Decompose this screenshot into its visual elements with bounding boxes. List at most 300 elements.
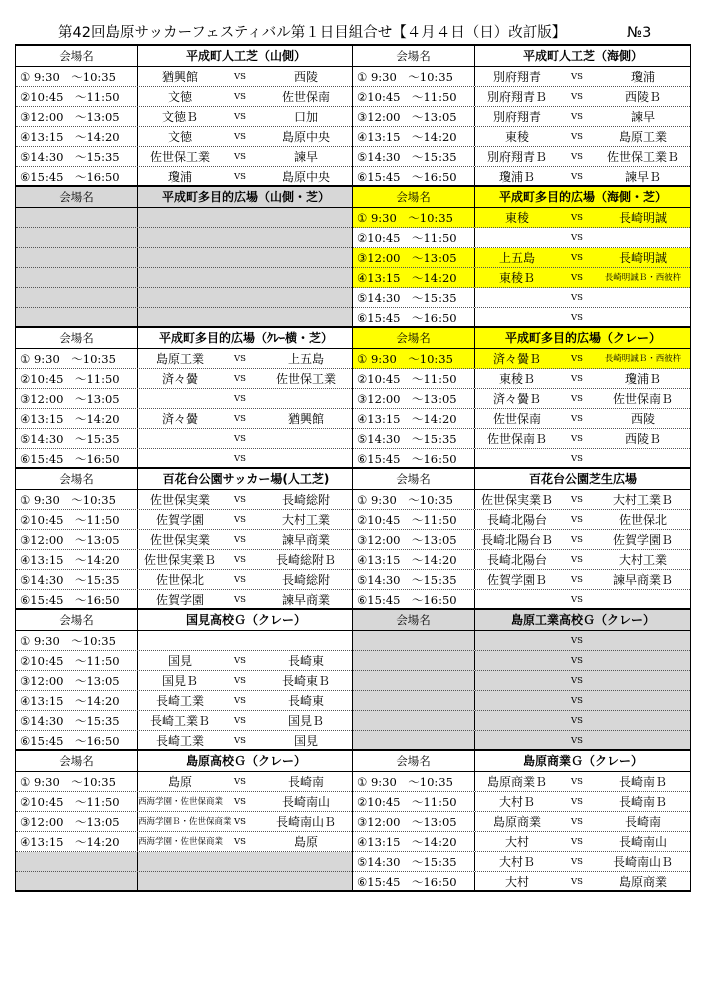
vs-label	[222, 872, 258, 891]
time-slot: ④13:15 ～14:20	[353, 127, 475, 146]
vs-label: VS	[571, 313, 583, 323]
vs-label: VS	[571, 152, 583, 162]
venue-block	[15, 185, 691, 328]
vs-label: VS	[571, 293, 583, 303]
team-away: 西陵Ｂ	[624, 432, 661, 446]
vs-label: VS	[571, 374, 583, 384]
venue-name: 国見高校Ｇ（クレー）	[185, 613, 306, 627]
team-home: 猶興館	[161, 70, 198, 84]
venue-label: 会場名	[16, 46, 138, 66]
match-row	[16, 349, 352, 369]
time-slot: ① 9:30 ～10:35	[16, 349, 138, 368]
team-home: 長崎北陽台Ｂ	[480, 533, 553, 547]
team-home	[475, 671, 559, 690]
venue-label: 会場名	[353, 469, 475, 489]
match-row	[353, 772, 690, 792]
team-away: 島原工業	[618, 130, 667, 144]
team-away: 上五島	[287, 352, 324, 366]
time-slot: ③12:00 ～13:05	[353, 530, 475, 549]
match-row	[16, 772, 352, 792]
time-slot: ① 9:30 ～10:35	[16, 67, 138, 86]
team-home: 佐賀学園	[155, 593, 204, 607]
time-slot	[16, 872, 138, 891]
match-row	[353, 389, 690, 409]
vs-label: VS	[234, 736, 246, 746]
match-row	[353, 449, 690, 469]
time-slot	[16, 208, 138, 227]
match-row	[16, 369, 352, 389]
venue-left	[15, 751, 353, 892]
vs-label: VS	[571, 857, 583, 867]
venue-name: 平成町多目的広場（山側・芝）	[161, 190, 330, 204]
team-home: 東稜	[504, 130, 529, 144]
time-slot: ③12:00 ～13:05	[353, 389, 475, 408]
team-home: 別府翔青Ｂ	[486, 150, 547, 164]
team-home	[475, 631, 559, 650]
vs-label: VS	[234, 837, 246, 847]
match-row	[16, 731, 352, 751]
team-away: 佐世保南	[281, 90, 330, 104]
match-row	[16, 550, 352, 570]
team-away: 長崎南山Ｂ	[275, 815, 336, 829]
vs-label: VS	[571, 515, 583, 525]
venue-label: 会場名	[353, 187, 475, 207]
time-slot: ③12:00 ～13:05	[353, 812, 475, 831]
team-away: 西陵	[293, 70, 318, 84]
team-away: 口加	[293, 110, 318, 124]
team-away: 長崎東	[287, 694, 324, 708]
match-row	[16, 792, 352, 812]
team-home: 瓊浦Ｂ	[498, 170, 535, 184]
time-slot: ⑥15:45 ～16:50	[353, 449, 475, 468]
team-away	[595, 651, 691, 670]
venue-header	[16, 610, 352, 631]
time-slot: ④13:15 ～14:20	[353, 832, 475, 851]
venue-name: 島原工業高校Ｇ（クレー）	[510, 613, 655, 627]
venue-name: 島原商業Ｇ（クレー）	[522, 754, 643, 768]
match-row	[353, 87, 690, 107]
team-home: 佐世保工業	[149, 150, 210, 164]
match-row	[16, 308, 352, 328]
team-away: 長崎南Ｂ	[618, 795, 667, 809]
time-slot: ②10:45 ～11:50	[16, 369, 138, 388]
venue-header	[16, 46, 352, 67]
venue-header	[353, 610, 690, 631]
time-slot	[16, 852, 138, 871]
time-slot: ④13:15 ～14:20	[353, 409, 475, 428]
match-row	[16, 711, 352, 731]
team-home: 島原工業	[155, 352, 204, 366]
time-slot	[353, 671, 475, 690]
time-slot: ① 9:30 ～10:35	[353, 772, 475, 791]
vs-label: VS	[571, 414, 583, 424]
match-row	[16, 429, 352, 449]
time-slot: ⑤14:30 ～15:35	[353, 288, 475, 307]
time-slot: ④13:15 ～14:20	[16, 550, 138, 569]
team-away: 島原中央	[281, 130, 330, 144]
team-away: 諫早	[293, 150, 318, 164]
vs-label	[222, 631, 258, 650]
team-home: 佐世保北	[155, 573, 204, 587]
team-home: 大村	[504, 875, 529, 889]
match-row	[353, 308, 690, 328]
vs-label: VS	[234, 535, 246, 545]
time-slot: ⑤14:30 ～15:35	[16, 147, 138, 166]
venue-name: 平成町人工芝（海側）	[522, 49, 643, 63]
team-home	[475, 228, 559, 247]
team-home: 長崎北陽台	[486, 513, 547, 527]
team-home	[138, 389, 222, 408]
time-slot: ③12:00 ～13:05	[353, 107, 475, 126]
team-away: 諫早商業Ｂ	[612, 573, 673, 587]
team-home	[475, 691, 559, 710]
team-home: 国見	[167, 654, 192, 668]
team-home: 大村	[504, 835, 529, 849]
team-home: 別府翔青Ｂ	[486, 90, 547, 104]
time-slot: ⑥15:45 ～16:50	[16, 449, 138, 468]
match-row	[353, 530, 690, 550]
venue-name: 島原高校Ｇ（クレー）	[185, 754, 306, 768]
match-row	[353, 631, 690, 651]
vs-label: VS	[571, 777, 583, 787]
vs-label: VS	[571, 92, 583, 102]
venue-name: 百花台公園芝生広場	[528, 472, 637, 486]
time-slot: ⑤14:30 ～15:35	[353, 570, 475, 589]
team-home	[475, 711, 559, 730]
vs-label: VS	[234, 656, 246, 666]
vs-label: VS	[571, 354, 583, 364]
match-row	[353, 147, 690, 167]
team-away	[595, 671, 691, 690]
venue-label: 会場名	[16, 187, 138, 207]
team-away: 長崎総附Ｂ	[275, 553, 336, 567]
vs-label: VS	[234, 495, 246, 505]
team-home	[138, 429, 222, 448]
time-slot: ④13:15 ～14:20	[16, 832, 138, 851]
match-row	[353, 268, 690, 288]
team-away	[595, 308, 691, 327]
match-row	[16, 107, 352, 127]
vs-label	[222, 308, 258, 327]
match-row	[353, 167, 690, 187]
team-away: 佐賀学園Ｂ	[612, 533, 673, 547]
venue-label: 会場名	[16, 469, 138, 489]
match-row	[16, 288, 352, 308]
venue-name: 平成町多目的広場（海側・芝）	[498, 190, 667, 204]
team-away	[595, 590, 691, 609]
team-home: 島原商業Ｂ	[486, 775, 547, 789]
venue-block	[15, 608, 691, 751]
vs-label: VS	[234, 374, 246, 384]
team-home: 佐世保実業	[149, 493, 210, 507]
team-away: 諫早商業	[281, 593, 330, 607]
time-slot: ⑤14:30 ～15:35	[353, 429, 475, 448]
team-away: 佐世保南Ｂ	[612, 392, 673, 406]
team-home: 大村Ｂ	[498, 855, 535, 869]
vs-label: VS	[571, 454, 583, 464]
vs-label: VS	[234, 414, 246, 424]
match-row	[16, 228, 352, 248]
match-row	[16, 208, 352, 228]
match-row	[353, 570, 690, 590]
team-home: 佐世保南	[492, 412, 541, 426]
team-home: 佐世保実業Ｂ	[480, 493, 553, 507]
venue-left	[15, 46, 353, 187]
venue-right	[353, 328, 691, 469]
match-row	[353, 228, 690, 248]
time-slot	[16, 248, 138, 267]
venue-label: 会場名	[16, 751, 138, 771]
team-away: 長崎東Ｂ	[281, 674, 330, 688]
team-home	[475, 590, 559, 609]
venue-name: 平成町多目的広場（ｸﾚｰ横・芝）	[158, 331, 333, 345]
match-row	[353, 832, 690, 852]
match-row	[353, 711, 690, 731]
vs-label: VS	[571, 273, 583, 283]
vs-label: VS	[571, 877, 583, 887]
match-row	[16, 530, 352, 550]
venue-label: 会場名	[353, 328, 475, 348]
match-row	[16, 389, 352, 409]
team-home: 瓊浦	[167, 170, 192, 184]
venue-left	[15, 469, 353, 610]
time-slot: ②10:45 ～11:50	[353, 792, 475, 811]
time-slot	[16, 228, 138, 247]
time-slot: ④13:15 ～14:20	[16, 127, 138, 146]
time-slot: ① 9:30 ～10:35	[353, 67, 475, 86]
match-row	[353, 67, 690, 87]
vs-label: VS	[234, 817, 246, 827]
time-slot: ① 9:30 ～10:35	[16, 631, 138, 650]
time-slot: ④13:15 ～14:20	[353, 268, 475, 287]
team-home	[138, 208, 222, 227]
match-row	[16, 449, 352, 469]
match-row	[16, 268, 352, 288]
vs-label	[222, 288, 258, 307]
time-slot: ③12:00 ～13:05	[16, 671, 138, 690]
time-slot: ⑤14:30 ～15:35	[16, 711, 138, 730]
team-away: 長崎南	[624, 815, 661, 829]
time-slot: ②10:45 ～11:50	[353, 369, 475, 388]
team-away: 猶興館	[287, 412, 324, 426]
time-slot: ⑤14:30 ～15:35	[353, 147, 475, 166]
team-home	[475, 449, 559, 468]
team-home: 佐世保南Ｂ	[486, 432, 547, 446]
venue-header	[16, 751, 352, 772]
team-home: 上五島	[498, 251, 535, 265]
venue-header	[16, 469, 352, 490]
team-away: 諫早	[630, 110, 655, 124]
venue-name: 平成町人工芝（山側）	[185, 49, 306, 63]
time-slot	[353, 631, 475, 650]
vs-label: VS	[571, 213, 583, 223]
match-row	[16, 812, 352, 832]
match-row	[16, 872, 352, 892]
match-row	[353, 369, 690, 389]
venue-block	[15, 44, 691, 187]
time-slot: ⑥15:45 ～16:50	[16, 167, 138, 186]
venue-header	[16, 328, 352, 349]
time-slot	[353, 691, 475, 710]
team-away: 諫早商業	[281, 533, 330, 547]
match-row	[16, 852, 352, 872]
match-row	[353, 691, 690, 711]
team-away	[258, 308, 354, 327]
vs-label: VS	[234, 454, 246, 464]
team-away: 長崎南山Ｂ	[612, 855, 673, 869]
team-home	[138, 228, 222, 247]
team-home	[475, 308, 559, 327]
venue-right	[353, 610, 691, 751]
venue-header	[353, 751, 690, 772]
vs-label: VS	[571, 575, 583, 585]
page-number: №3	[627, 25, 652, 41]
match-row	[16, 590, 352, 610]
venue-name: 百花台公園サッカー場(人工芝)	[162, 472, 330, 486]
time-slot: ⑥15:45 ～16:50	[353, 872, 475, 891]
team-away	[595, 631, 691, 650]
match-row	[16, 490, 352, 510]
time-slot: ④13:15 ～14:20	[16, 691, 138, 710]
team-home: 大村Ｂ	[498, 795, 535, 809]
team-home: 済々黌	[161, 412, 198, 426]
time-slot: ① 9:30 ～10:35	[353, 208, 475, 227]
match-row	[16, 832, 352, 852]
match-row	[16, 147, 352, 167]
title-text: 第42回島原サッカーフェスティバル第１日目組合せ【４月４日（日）改訂版】	[58, 25, 567, 41]
venue-right	[353, 187, 691, 328]
team-away	[258, 288, 354, 307]
vs-label: VS	[234, 716, 246, 726]
team-away: 長崎南山	[281, 795, 330, 809]
team-home: 西海学園・佐世保商業	[138, 837, 224, 847]
time-slot: ⑤14:30 ～15:35	[16, 429, 138, 448]
team-away: 長崎総附	[281, 573, 330, 587]
vs-label	[222, 852, 258, 871]
time-slot: ① 9:30 ～10:35	[16, 490, 138, 509]
match-row	[353, 208, 690, 228]
venue-name: 平成町多目的広場（クレー）	[504, 331, 661, 345]
match-row	[353, 409, 690, 429]
time-slot: ②10:45 ～11:50	[16, 510, 138, 529]
team-away: 長崎明誠	[618, 251, 667, 265]
team-away	[258, 429, 354, 448]
vs-label: VS	[234, 676, 246, 686]
vs-label	[222, 268, 258, 287]
vs-label: VS	[571, 495, 583, 505]
team-home: 別府翔青	[492, 110, 541, 124]
vs-label	[222, 248, 258, 267]
vs-label: VS	[571, 535, 583, 545]
document-title	[0, 22, 707, 44]
vs-label: VS	[571, 555, 583, 565]
team-away: 島原	[293, 835, 318, 849]
vs-label: VS	[571, 112, 583, 122]
time-slot	[353, 651, 475, 670]
match-row	[353, 248, 690, 268]
time-slot: ②10:45 ～11:50	[353, 228, 475, 247]
time-slot	[353, 711, 475, 730]
match-row	[353, 812, 690, 832]
venue-block	[15, 467, 691, 610]
match-row	[16, 570, 352, 590]
vs-label: VS	[571, 797, 583, 807]
vs-label: VS	[234, 394, 246, 404]
team-away: 長崎総附	[281, 493, 330, 507]
vs-label: VS	[234, 777, 246, 787]
vs-label: VS	[234, 354, 246, 364]
time-slot: ③12:00 ～13:05	[16, 812, 138, 831]
team-away: 佐世保北	[618, 513, 667, 527]
match-row	[353, 792, 690, 812]
match-row	[16, 167, 352, 187]
team-home: 文徳	[167, 130, 192, 144]
match-row	[353, 288, 690, 308]
team-home: 佐世保実業Ｂ	[143, 553, 216, 567]
team-away	[258, 268, 354, 287]
vs-label: VS	[571, 716, 583, 726]
time-slot	[353, 731, 475, 750]
vs-label: VS	[571, 233, 583, 243]
team-home: 佐世保実業	[149, 533, 210, 547]
team-home: 長崎工業	[155, 694, 204, 708]
match-row	[353, 429, 690, 449]
vs-label: VS	[571, 172, 583, 182]
team-away: 大村工業	[281, 513, 330, 527]
team-home	[475, 651, 559, 670]
venue-header	[16, 187, 352, 208]
team-home: 島原商業	[492, 815, 541, 829]
match-row	[16, 67, 352, 87]
team-away	[258, 208, 354, 227]
team-home: 西海学園・佐世保商業	[138, 797, 224, 807]
venue-label: 会場名	[353, 751, 475, 771]
schedule-table	[15, 44, 691, 890]
vs-label: VS	[571, 132, 583, 142]
vs-label: VS	[571, 676, 583, 686]
match-row	[353, 852, 690, 872]
vs-label	[222, 228, 258, 247]
team-home: 長崎北陽台	[486, 553, 547, 567]
venue-header	[353, 328, 690, 349]
vs-label: VS	[571, 434, 583, 444]
time-slot: ⑤14:30 ～15:35	[16, 570, 138, 589]
time-slot	[16, 288, 138, 307]
venue-header	[353, 469, 690, 490]
match-row	[353, 671, 690, 691]
team-home	[138, 449, 222, 468]
team-home: 文徳	[167, 90, 192, 104]
time-slot: ① 9:30 ～10:35	[353, 349, 475, 368]
team-away: 佐世保工業Ｂ	[606, 150, 679, 164]
team-away: 諫早Ｂ	[624, 170, 661, 184]
venue-label: 会場名	[353, 46, 475, 66]
team-away: 佐世保工業	[275, 372, 336, 386]
team-home: 東稜	[504, 211, 529, 225]
match-row	[16, 510, 352, 530]
team-home	[138, 248, 222, 267]
team-away: 大村工業Ｂ	[612, 493, 673, 507]
team-home	[138, 631, 222, 650]
team-away: 瓊浦Ｂ	[624, 372, 661, 386]
time-slot: ⑥15:45 ～16:50	[353, 167, 475, 186]
match-row	[353, 127, 690, 147]
match-row	[16, 651, 352, 671]
team-away	[595, 228, 691, 247]
vs-label: VS	[234, 92, 246, 102]
match-row	[353, 590, 690, 610]
match-row	[353, 550, 690, 570]
